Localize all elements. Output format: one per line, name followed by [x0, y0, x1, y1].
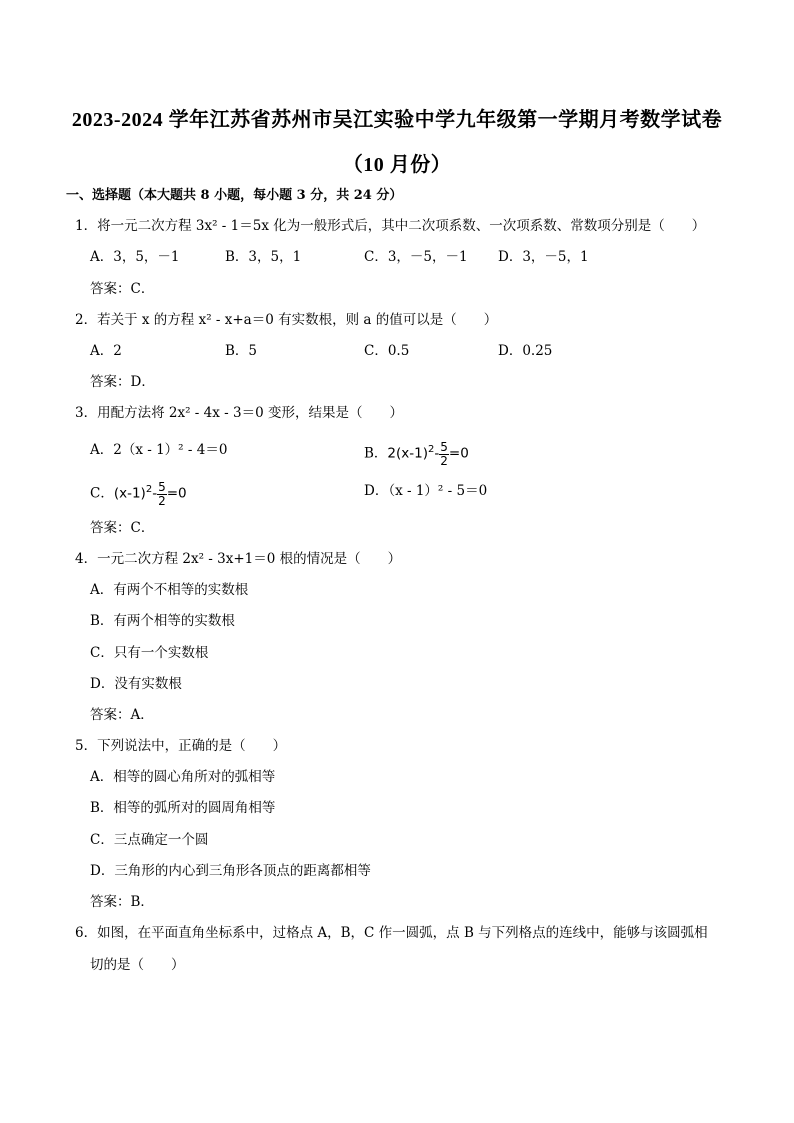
- option-b-equals: =0: [448, 445, 469, 462]
- option-c-label: C．: [90, 485, 114, 502]
- question-5-stem: 5．下列说法中，正确的是（ ）: [75, 738, 287, 754]
- question-1-option-b: B．3，5，1: [225, 249, 302, 265]
- question-4-answer: 答案：A．: [90, 707, 154, 723]
- question-4-stem: 4．一元二次方程 2x² - 3x+1＝0 根的情况是（ ）: [75, 551, 402, 567]
- option-c-minus: -: [152, 485, 158, 502]
- question-2-stem: 2．若关于 x 的方程 x² - x+a＝0 有实数根，则 a 的值可以是（ ）: [75, 312, 498, 328]
- question-3-answer: 答案：C．: [90, 520, 155, 536]
- exam-subtitle: （10 月份）: [342, 154, 452, 176]
- option-c-fraction: [157, 481, 167, 508]
- question-3-option-b: [364, 433, 469, 471]
- option-c-expression: (x-1): [113, 485, 146, 502]
- question-3-stem: 3．用配方法将 2x² - 4x - 3＝0 变形，结果是（ ）: [75, 405, 403, 421]
- question-5-option-a: A．相等的圆心角所对的弧相等: [90, 769, 276, 785]
- question-3-option-a: A．2（x - 1）² - 4＝0: [90, 442, 228, 458]
- section-heading: 一、选择题（本大题共 8 小题，每小题 3 分，共 24 分）: [66, 188, 403, 203]
- question-5-option-b: B．相等的弧所对的圆周角相等: [90, 800, 276, 816]
- option-b-numerator: 5: [440, 439, 448, 454]
- option-b-denominator: 2: [440, 453, 448, 468]
- question-2-option-b: B．5: [225, 343, 258, 359]
- question-4-option-d: D．没有实数根: [90, 676, 182, 692]
- question-6-stem: 6．如图，在平面直角坐标系中，过格点 A，B，C 作一圆弧，点 B 与下列格点的连线中，能够与该圆弧相: [75, 925, 708, 941]
- option-c-denominator: 2: [158, 493, 166, 508]
- option-c-equals: =0: [166, 485, 187, 502]
- question-1-option-a: A．3，5，－1: [90, 249, 180, 265]
- question-5-option-d: D．三角形的内心到三角形各顶点的距离都相等: [90, 863, 371, 879]
- question-3-option-c: [90, 473, 187, 511]
- option-b-minus: -: [434, 445, 440, 462]
- question-2-option-d: D．0.25: [498, 343, 553, 359]
- option-c-exponent: 2: [145, 484, 153, 495]
- option-c-numerator: 5: [158, 479, 166, 494]
- question-1-stem: 1．将一元二次方程 3x² - 1＝5x 化为一般形式后，其中二次项系数、一次项系数、常数项分别是（ ）: [75, 218, 706, 234]
- question-5-option-c: C．三点确定一个圆: [90, 832, 209, 848]
- question-2-answer: 答案：D．: [90, 374, 155, 390]
- question-1-option-d: D．3，－5，1: [498, 249, 589, 265]
- question-5-answer: 答案：B．: [90, 894, 154, 910]
- question-3-option-d: D．（x - 1）² - 5＝0: [364, 483, 488, 499]
- exam-title: 2023-2024 学年江苏省苏州市吴江实验中学九年级第一学期月考数学试卷: [71, 109, 723, 131]
- question-4-option-a: A．有两个不相等的实数根: [90, 582, 249, 598]
- option-b-fraction: [439, 441, 449, 468]
- question-6-stem-continued: 切的是（ ）: [90, 957, 185, 973]
- question-4-option-b: B．有两个相等的实数根: [90, 613, 235, 629]
- question-1-option-c: C．3，－5，－1: [364, 249, 468, 265]
- option-b-expression: 2(x-1): [387, 445, 428, 462]
- question-1-answer: 答案：C．: [90, 281, 155, 297]
- option-b-label: B．: [364, 445, 388, 462]
- question-2-option-c: C．0.5: [364, 343, 410, 359]
- question-4-option-c: C．只有一个实数根: [90, 645, 209, 661]
- question-2-option-a: A．2: [90, 343, 122, 359]
- option-b-exponent: 2: [428, 444, 435, 455]
